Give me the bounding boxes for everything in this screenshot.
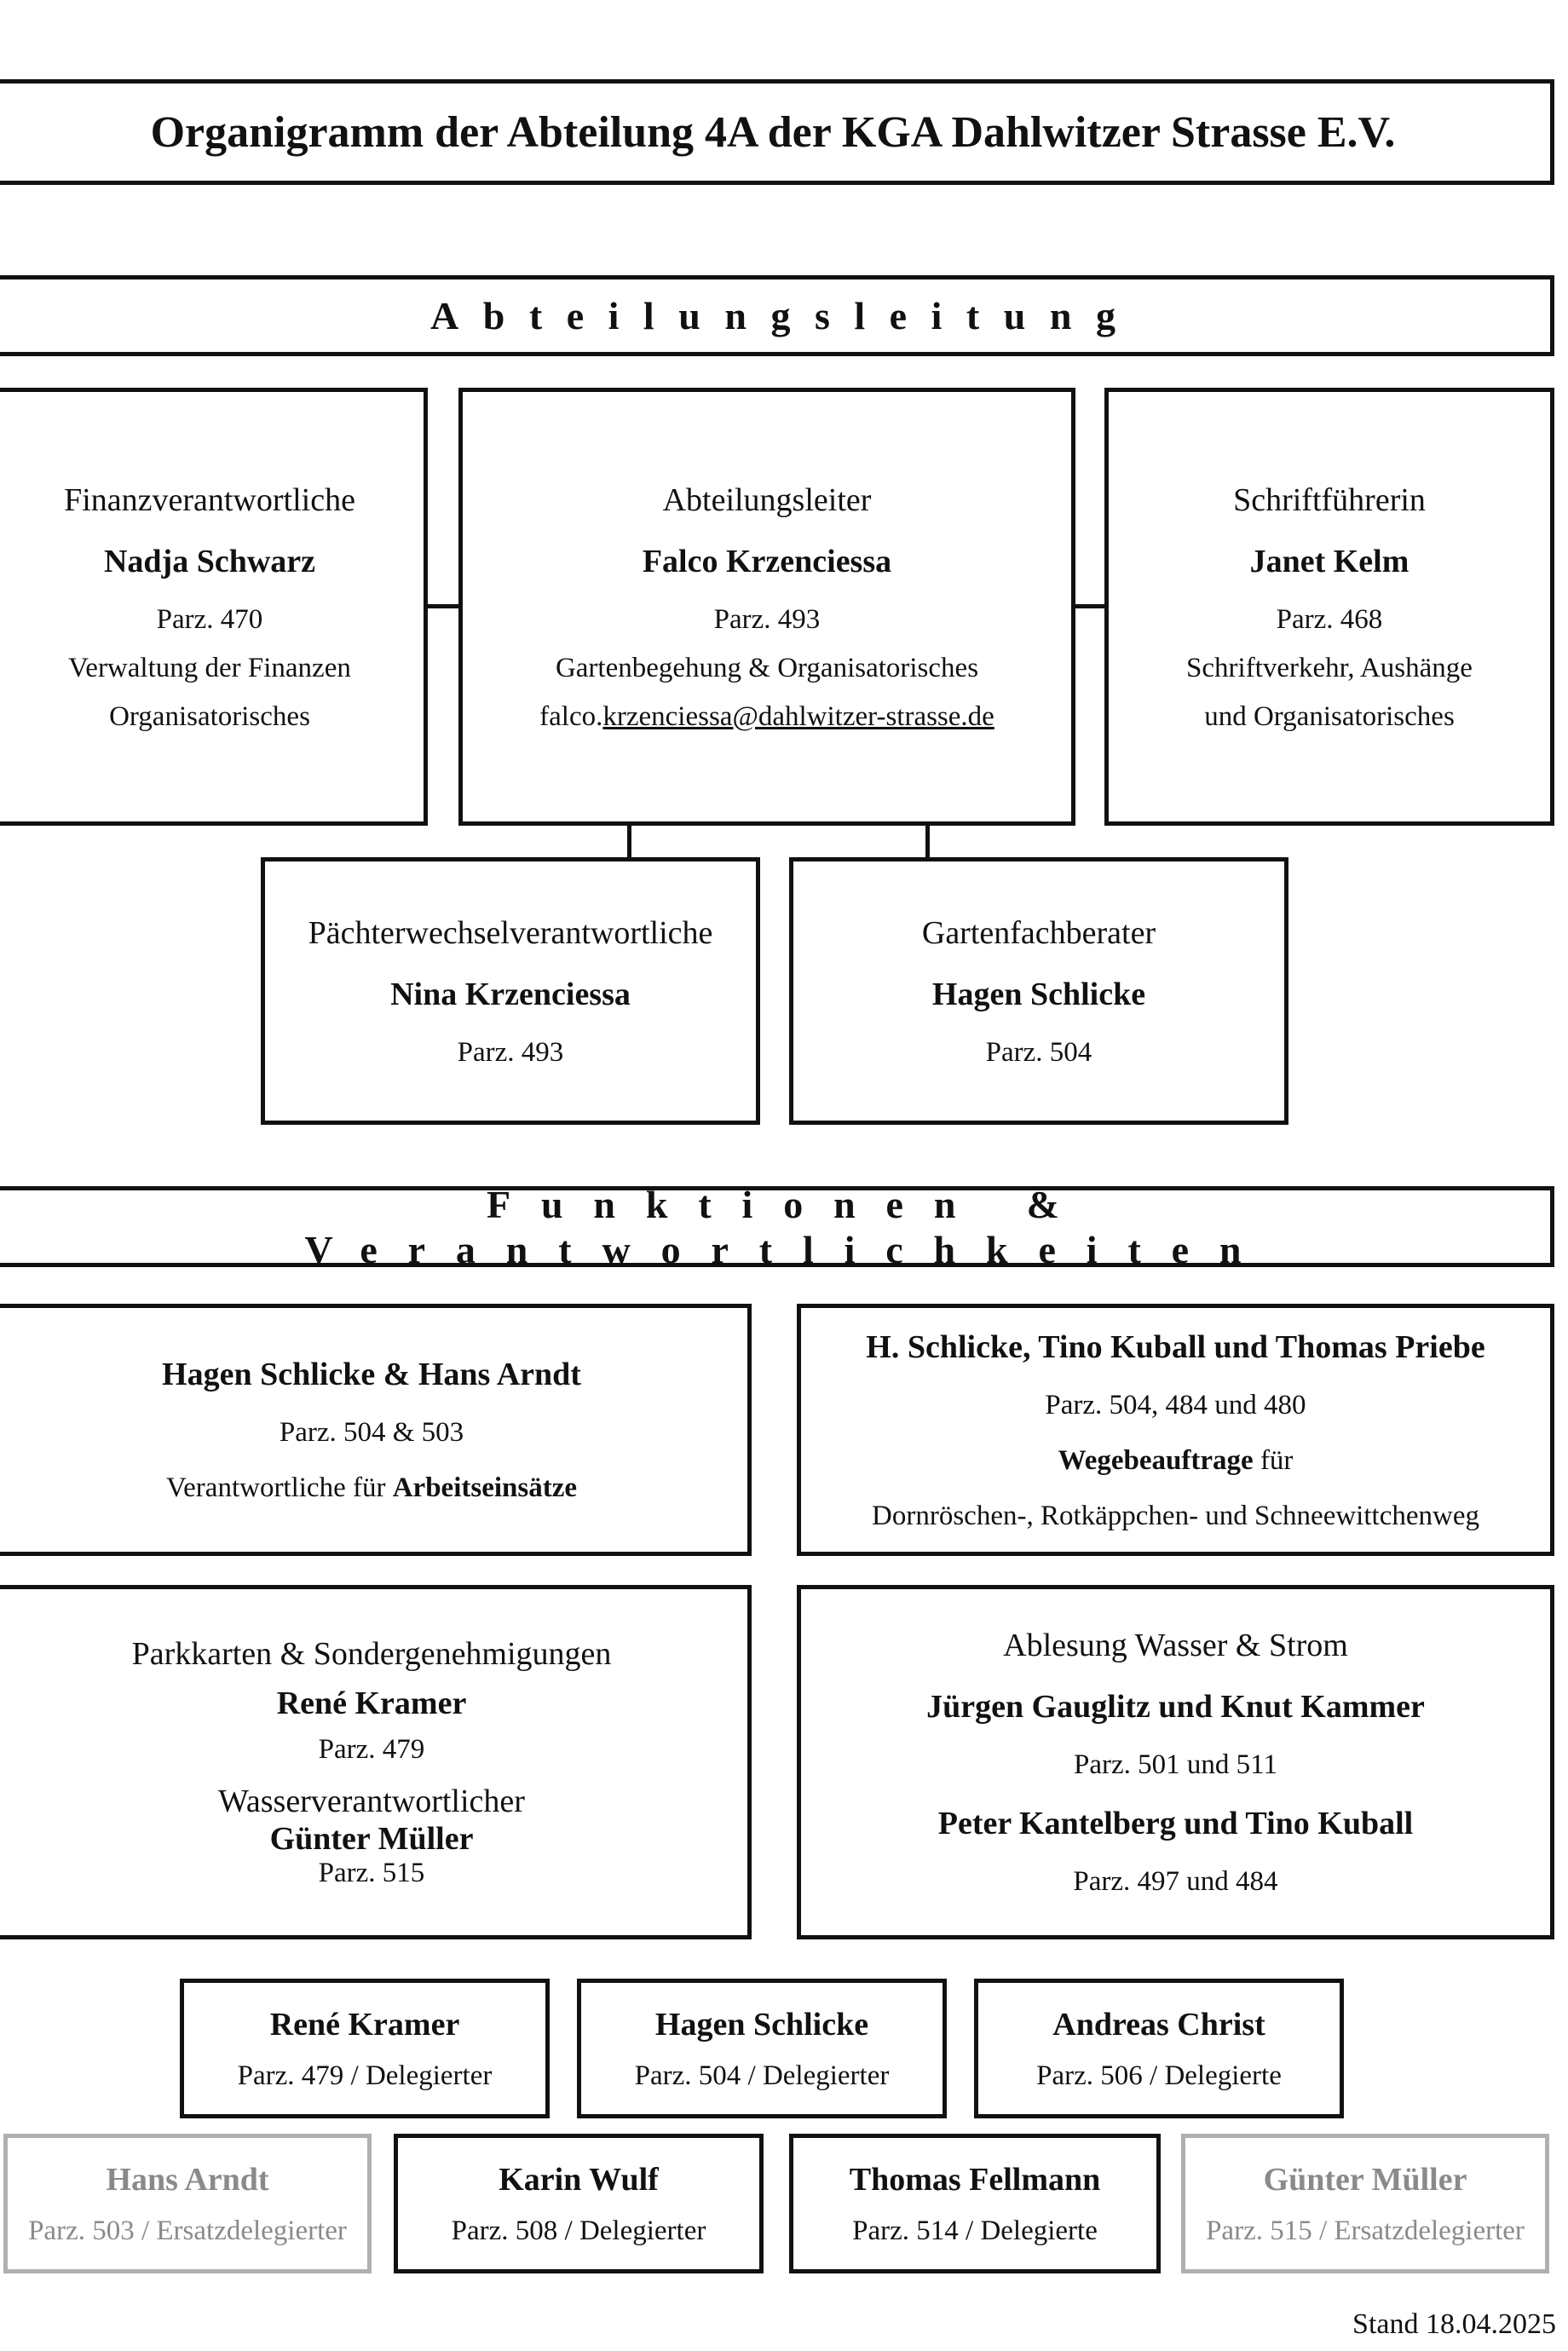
head-email[interactable] [539,701,994,733]
delegate-name: Hagen Schlicke [654,2006,869,2043]
parking-box [0,1585,752,1939]
delegate-name: Andreas Christ [1052,2006,1265,2043]
tenant-change-box [261,857,760,1125]
head-role: Abteilungsleiter [662,481,872,518]
connector-head-tenant [627,824,631,861]
meter-names-2: Peter Kantelberg und Tino Kuball [937,1806,1414,1841]
delegate-info: Parz. 515 / Ersatzdelegierter [1206,2215,1525,2246]
paths-parcel: Parz. 504, 484 und 480 [1045,1389,1306,1420]
secretary-box [1104,388,1554,826]
parking-name: René Kramer [276,1685,467,1721]
delegate-name: Günter Müller [1263,2161,1467,2198]
secretary-role: Schriftführerin [1233,481,1426,518]
functions-banner [0,1182,1554,1271]
meter-box [797,1585,1554,1939]
water-parcel: Parz. 515 [318,1858,425,1888]
delegate-info: Parz. 506 / Delegierte [1036,2060,1282,2091]
meter-parcel-2: Parz. 497 und 484 [1073,1866,1278,1897]
delegate-box [789,2134,1161,2273]
leadership-heading: Abteilungsleitung [430,294,1140,337]
garden-advisor-parcel: Parz. 504 [985,1036,1092,1068]
connector-finance-head [426,604,462,608]
secretary-parcel: Parz. 468 [1276,603,1383,635]
finance-duty-2: Organisatorisches [109,700,310,732]
head-parcel: Parz. 493 [713,603,821,635]
delegate-name: Thomas Fellmann [849,2161,1101,2198]
water-name: Günter Müller [269,1821,474,1857]
garden-advisor-name: Hagen Schlicke [931,976,1146,1012]
paths-box [797,1304,1554,1556]
delegate-name: Karin Wulf [499,2161,659,2198]
work-duty [166,1472,577,1504]
secretary-name: Janet Kelm [1249,543,1409,579]
head-duty: Gartenbegehung & Organisatorisches [555,652,979,683]
tenant-change-parcel: Parz. 493 [457,1036,564,1068]
work-duty-bold: Arbeitseinsätze [392,1472,577,1503]
head-email-link[interactable]: krzenciessa@dahlwitzer-strasse.de [602,700,994,732]
delegate-info: Parz. 503 / Ersatzdelegierter [28,2215,347,2246]
connector-head-advisor [925,824,930,861]
paths-duty [1058,1445,1294,1477]
finance-parcel: Parz. 470 [156,603,263,635]
page-title: Organigramm der Abteilung 4A der KGA Dahlwitzer Strasse E.V. [150,107,1396,157]
substitute-delegate-box [1181,2134,1549,2273]
meter-names-1: Jürgen Gauglitz und Knut Kammer [926,1689,1425,1725]
title-box [0,79,1554,185]
parking-parcel: Parz. 479 [318,1734,425,1765]
delegate-box [974,1979,1344,2118]
paths-list: Dornröschen-, Rotkäppchen- und Schneewittchenweg [872,1500,1479,1531]
water-role: Wasserverantwortlicher [218,1783,525,1819]
leadership-banner [0,275,1554,356]
delegate-box [577,1979,947,2118]
head-email-prefix: falco. [539,700,603,732]
tenant-change-role: Pächterwechselverantwortliche [308,914,713,951]
parking-role: Parkkarten & Sondergenehmigungen [131,1636,612,1672]
work-box [0,1304,752,1556]
delegate-info: Parz. 504 / Delegierter [634,2060,890,2091]
connector-head-secretary [1072,604,1108,608]
secretary-duty-1: Schriftverkehr, Aushänge [1186,652,1473,683]
secretary-duty-2: und Organisatorisches [1204,700,1455,732]
finance-box [0,388,428,826]
delegate-name: René Kramer [269,2006,460,2043]
meter-parcel-1: Parz. 501 und 511 [1074,1749,1277,1780]
meter-role: Ablesung Wasser & Strom [1003,1628,1348,1663]
delegate-box [394,2134,764,2273]
finance-name: Nadja Schwarz [103,543,316,579]
delegate-info: Parz. 508 / Delegierter [451,2215,706,2246]
date-stamp: Stand 18.04.2025 [1352,2308,1556,2340]
delegate-name: Hans Arndt [106,2161,269,2198]
paths-duty-bold: Wegebeauftrage [1058,1444,1254,1476]
delegate-box [180,1979,550,2118]
head-name: Falco Krzenciessa [642,543,892,579]
finance-role: Finanzverantwortliche [64,481,355,518]
work-names: Hagen Schlicke & Hans Arndt [162,1357,581,1392]
paths-names: H. Schlicke, Tino Kuball und Thomas Priebe [866,1328,1485,1365]
head-box [458,388,1075,826]
garden-advisor-role: Gartenfachberater [921,914,1156,951]
garden-advisor-box [789,857,1288,1125]
delegate-info: Parz. 479 / Delegierter [237,2060,493,2091]
work-duty-text: Verantwortliche für [165,1472,393,1503]
substitute-delegate-box [3,2134,372,2273]
work-parcel: Parz. 504 & 503 [279,1417,464,1448]
finance-duty-1: Verwaltung der Finanzen [68,652,351,683]
paths-duty-text: für [1253,1444,1294,1476]
functions-heading: Funktionen & Verantwortlichkeiten [304,1182,1272,1271]
tenant-change-name: Nina Krzenciessa [390,976,631,1012]
delegate-info: Parz. 514 / Delegierte [852,2215,1098,2246]
